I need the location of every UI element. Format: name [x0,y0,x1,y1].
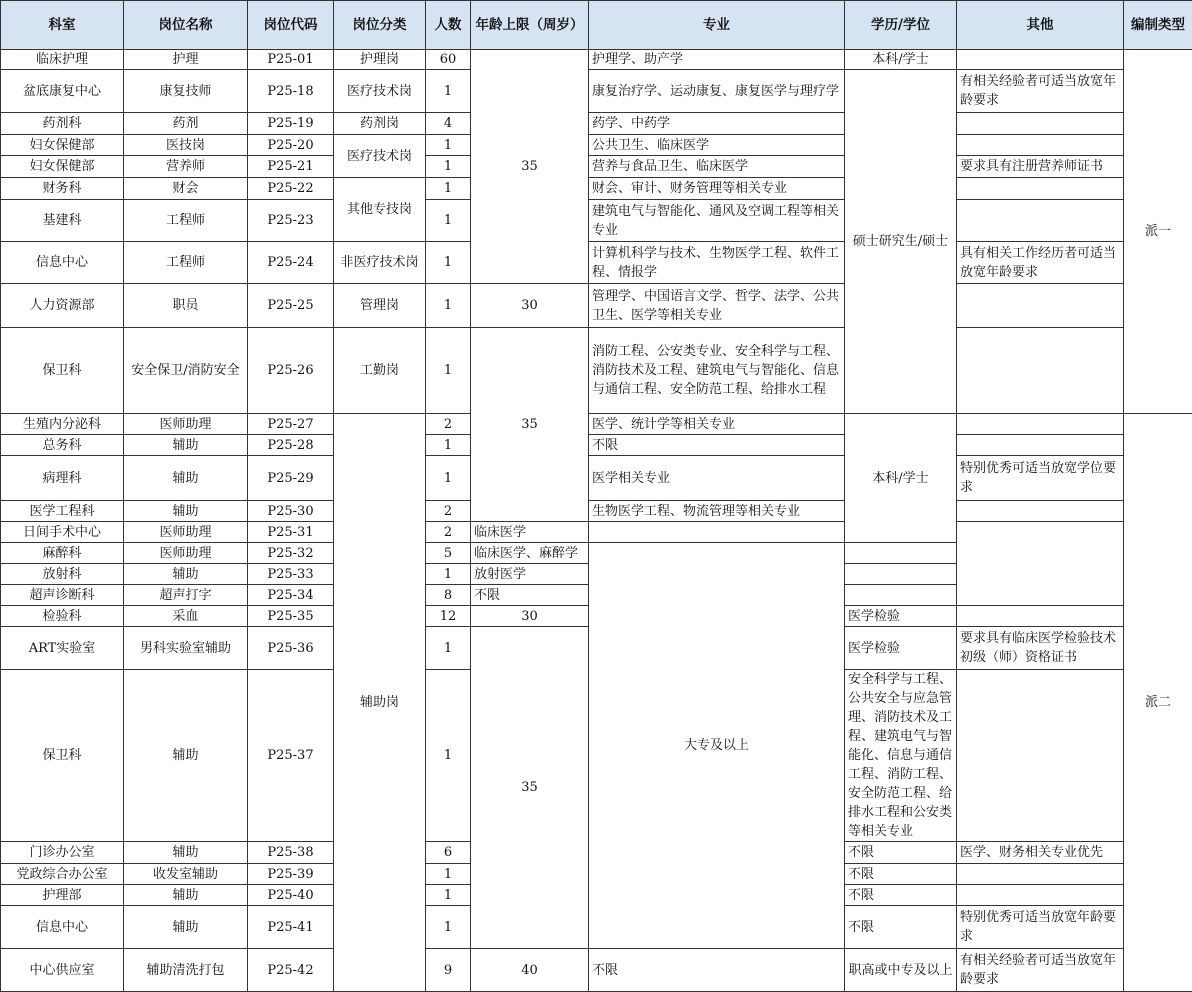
cell-count: 1 [426,906,471,949]
cell-code: P25-21 [248,156,334,178]
cell-other [957,864,1124,885]
table-row [1,135,1192,156]
cell-dept: 门诊办公室 [1,842,124,864]
cell-count: 8 [426,585,471,606]
table-row [1,328,1192,414]
cell-other: 医学、财务相关专业优先 [957,842,1124,864]
table-row [1,70,1192,113]
cell-dept: 生殖内分泌科 [1,414,124,435]
cell-code: P25-22 [248,178,334,200]
cell-count: 12 [426,606,471,627]
cell-dept: 信息中心 [1,242,124,284]
cell-major: 放射医学 [471,564,589,585]
cell-code: P25-32 [248,543,334,564]
cell-post-name: 辅助 [124,501,248,522]
cell-count: 5 [426,543,471,564]
cell-other: 特别优秀可适当放宽学位要求 [957,456,1124,501]
cell-class: 药剂岗 [334,113,426,135]
cell-post-name: 辅助 [124,842,248,864]
cell-post-name: 男科实验室辅助 [124,627,248,670]
cell-count: 1 [426,70,471,113]
cell-other [957,606,1124,627]
cell-other [957,414,1124,435]
header-dept: 科室 [1,1,124,50]
cell-post-name: 医师助理 [124,543,248,564]
cell-code: P25-28 [248,435,334,456]
header-post-name: 岗位名称 [124,1,248,50]
cell-major: 不限 [471,585,589,606]
cell-count: 1 [426,456,471,501]
cell-count: 1 [426,328,471,414]
cell-dept: 超声诊断科 [1,585,124,606]
header-staff-type: 编制类型 [1124,1,1192,50]
cell-post-name: 辅助 [124,456,248,501]
cell-count: 1 [426,435,471,456]
cell-post-name: 辅助 [124,670,248,842]
cell-other [957,200,1124,242]
cell-code: P25-40 [248,885,334,906]
cell-post-name: 超声打字 [124,585,248,606]
cell-other [957,328,1124,414]
cell-other [957,435,1124,456]
cell-other [845,585,957,606]
cell-code: P25-27 [248,414,334,435]
cell-post-name: 医师助理 [124,522,248,543]
cell-code: P25-01 [248,50,334,70]
cell-post-name: 医师助理 [124,414,248,435]
cell-code: P25-33 [248,564,334,585]
table-row [1,113,1192,135]
table-row [1,435,1192,456]
cell-dept: 药剂科 [1,113,124,135]
cell-post-name: 工程师 [124,242,248,284]
cell-dept: 麻醉科 [1,543,124,564]
cell-edu: 本科/学士 [845,414,957,543]
cell-post-name: 康复技师 [124,70,248,113]
cell-post-name: 辅助 [124,435,248,456]
cell-dept: 检验科 [1,606,124,627]
header-other: 其他 [957,1,1124,50]
cell-post-name: 收发室辅助 [124,864,248,885]
cell-other [957,178,1124,200]
header-post-code: 岗位代码 [248,1,334,50]
header-post-class: 岗位分类 [334,1,426,50]
cell-edu: 大专及以上 [589,543,845,949]
cell-dept: 保卫科 [1,670,124,842]
cell-count: 1 [426,864,471,885]
header-education: 学历/学位 [845,1,957,50]
cell-other [957,113,1124,135]
header-count: 人数 [426,1,471,50]
cell-major: 康复治疗学、运动康复、康复医学与理疗学 [589,70,845,113]
cell-post-name: 辅助清洗打包 [124,949,248,992]
cell-other [957,50,1124,70]
cell-dept: 中心供应室 [1,949,124,992]
cell-major: 医学相关专业 [589,456,845,501]
cell-count: 60 [426,50,471,70]
cell-code: P25-26 [248,328,334,414]
cell-count: 1 [426,885,471,906]
cell-count: 1 [426,242,471,284]
cell-edu: 职高或中专及以上 [845,949,957,992]
cell-count: 9 [426,949,471,992]
cell-code: P25-29 [248,456,334,501]
cell-major: 公共卫生、临床医学 [589,135,845,156]
cell-dept: 放射科 [1,564,124,585]
cell-code: P25-34 [248,585,334,606]
cell-count: 1 [426,627,471,670]
cell-class: 非医疗技术岗 [334,242,426,284]
cell-major: 生物医学工程、物流管理等相关专业 [589,501,845,522]
header-age-limit: 年龄上限（周岁） [471,1,589,50]
cell-count: 1 [426,135,471,156]
cell-post-name: 安全保卫/消防安全 [124,328,248,414]
table-row [1,543,1192,564]
cell-code: P25-18 [248,70,334,113]
header-major: 专业 [589,1,845,50]
cell-other [845,564,957,585]
cell-dept: 人力资源部 [1,284,124,328]
table-row [1,501,1192,522]
cell-code: P25-20 [248,135,334,156]
table-row [1,456,1192,501]
header-row [1,1,1192,50]
table-row [1,949,1192,992]
cell-code: P25-24 [248,242,334,284]
cell-major: 安全科学与工程、公共安全与应急管理、消防技术及工程、建筑电气与智能化、信息与通信工程、消防工程、安全防范工程、给排水工程和公安类等相关专业 [845,670,957,842]
cell-post-name: 医技岗 [124,135,248,156]
cell-major: 医学、统计学等相关专业 [589,414,845,435]
cell-other [957,284,1124,328]
cell-code: P25-31 [248,522,334,543]
cell-edu: 硕士研究生/硕士 [845,70,957,414]
cell-code: P25-25 [248,284,334,328]
table-row [1,50,1192,70]
cell-age: 35 [471,328,589,522]
cell-other: 具有相关工作经历者可适当放宽年龄要求 [957,242,1124,284]
cell-class: 护理岗 [334,50,426,70]
cell-dept: 妇女保健部 [1,156,124,178]
cell-class: 管理岗 [334,284,426,328]
cell-post-name: 辅助 [124,906,248,949]
cell-count: 1 [426,564,471,585]
cell-major: 不限 [845,885,957,906]
cell-dept: ART实验室 [1,627,124,670]
cell-count: 1 [426,178,471,200]
table-row [1,284,1192,328]
cell-class: 工勤岗 [334,328,426,414]
table-row [1,522,1192,543]
cell-age: 40 [471,949,589,992]
cell-post-name: 财会 [124,178,248,200]
cell-code: P25-41 [248,906,334,949]
cell-staff-type: 派二 [1124,414,1192,992]
cell-count: 1 [426,284,471,328]
cell-major: 管理学、中国语言文学、哲学、法学、公共卫生、医学等相关专业 [589,284,845,328]
cell-other [957,670,1124,842]
cell-dept: 盆底康复中心 [1,70,124,113]
cell-code: P25-30 [248,501,334,522]
cell-count: 2 [426,522,471,543]
cell-post-name: 营养师 [124,156,248,178]
cell-age: 35 [471,50,589,284]
table-row [1,200,1192,242]
cell-major: 不限 [845,906,957,949]
cell-dept: 基建科 [1,200,124,242]
table-row [1,178,1192,200]
table-row [1,414,1192,435]
cell-age: 30 [471,606,589,627]
cell-major: 药学、中药学 [589,113,845,135]
cell-staff-type: 派一 [1124,50,1192,414]
cell-other: 有相关经验者可适当放宽年龄要求 [957,70,1124,113]
cell-major: 不限 [589,949,845,992]
cell-count: 2 [426,414,471,435]
cell-count: 1 [426,670,471,842]
cell-major: 不限 [845,864,957,885]
cell-dept: 医学工程科 [1,501,124,522]
cell-other [845,543,957,564]
cell-other: 有相关经验者可适当放宽年龄要求 [957,949,1124,992]
cell-class: 辅助岗 [334,414,426,992]
cell-post-name: 采血 [124,606,248,627]
cell-post-name: 工程师 [124,200,248,242]
cell-code: P25-42 [248,949,334,992]
cell-count: 1 [426,156,471,178]
cell-major: 消防工程、公安类专业、安全科学与工程、消防技术及工程、建筑电气与智能化、信息与通信工程、安全防范工程、给排水工程 [589,328,845,414]
cell-dept: 保卫科 [1,328,124,414]
cell-major: 临床医学 [471,522,589,543]
cell-post-name: 职员 [124,284,248,328]
cell-code: P25-37 [248,670,334,842]
cell-dept: 病理科 [1,456,124,501]
cell-other [957,885,1124,906]
cell-dept: 临床护理 [1,50,124,70]
cell-post-name: 药剂 [124,113,248,135]
cell-major: 不限 [845,842,957,864]
cell-major: 护理学、助产学 [589,50,845,70]
cell-major: 财会、审计、财务管理等相关专业 [589,178,845,200]
cell-major: 计算机科学与技术、生物医学工程、软件工程、情报学 [589,242,845,284]
cell-count: 4 [426,113,471,135]
cell-other: 要求具有注册营养师证书 [957,156,1124,178]
cell-major: 临床医学、麻醉学 [471,543,589,564]
cell-other: 特别优秀可适当放宽年龄要求 [957,906,1124,949]
cell-dept: 妇女保健部 [1,135,124,156]
cell-class: 医疗技术岗 [334,70,426,113]
cell-code: P25-19 [248,113,334,135]
cell-dept: 护理部 [1,885,124,906]
cell-class: 其他专技岗 [334,178,426,242]
cell-major: 医学检验 [845,627,957,670]
cell-major: 营养与食品卫生、临床医学 [589,156,845,178]
cell-code: P25-23 [248,200,334,242]
cell-class: 医疗技术岗 [334,135,426,178]
cell-code: P25-39 [248,864,334,885]
cell-other: 要求具有临床医学检验技术初级（师）资格证书 [957,627,1124,670]
cell-edu: 本科/学士 [845,50,957,70]
cell-dept: 总务科 [1,435,124,456]
cell-post-name: 护理 [124,50,248,70]
cell-dept: 日间手术中心 [1,522,124,543]
cell-dept: 信息中心 [1,906,124,949]
cell-count: 6 [426,842,471,864]
cell-age: 35 [471,627,589,949]
cell-other [957,501,1124,522]
cell-age: 30 [471,284,589,328]
table-row [1,156,1192,178]
cell-code: P25-36 [248,627,334,670]
cell-post-name: 辅助 [124,564,248,585]
table-row [1,242,1192,284]
cell-other [589,522,845,543]
cell-code: P25-38 [248,842,334,864]
cell-dept: 党政综合办公室 [1,864,124,885]
cell-count: 2 [426,501,471,522]
cell-major: 不限 [589,435,845,456]
cell-post-name: 辅助 [124,885,248,906]
cell-major: 医学检验 [845,606,957,627]
cell-major: 建筑电气与智能化、通风及空调工程等相关专业 [589,200,845,242]
cell-code: P25-35 [248,606,334,627]
cell-other [957,135,1124,156]
cell-count: 1 [426,200,471,242]
cell-dept: 财务科 [1,178,124,200]
